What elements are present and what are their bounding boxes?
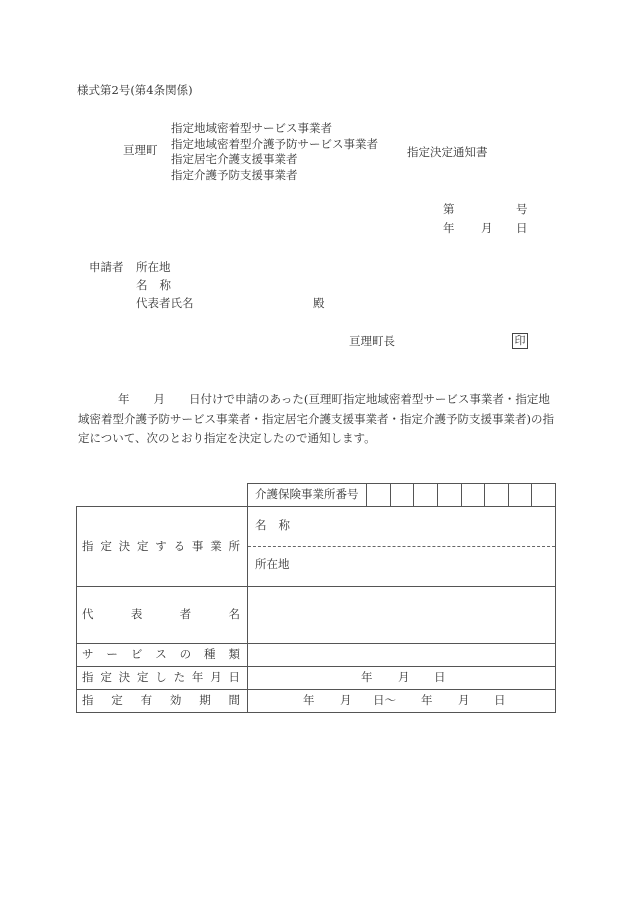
row-label-char: 類 xyxy=(228,647,240,661)
row-label-char: 決 xyxy=(118,670,131,684)
row-label-char: 月 xyxy=(210,670,222,684)
service-type-row-label xyxy=(82,649,240,661)
table-border xyxy=(76,712,556,713)
validity-from-month: 月 xyxy=(340,693,352,707)
row-label-char: 定 xyxy=(111,693,123,707)
business-type-list xyxy=(171,121,378,183)
service-type-field[interactable] xyxy=(252,647,550,663)
table-dashed-divider xyxy=(248,546,555,547)
document-title: 指定決定通知書 xyxy=(407,145,488,159)
decision-date-day: 日 xyxy=(434,670,446,684)
table-border xyxy=(413,483,414,506)
decision-date-year: 年 xyxy=(361,670,373,684)
office-row-label xyxy=(82,541,240,553)
validity-to-month: 月 xyxy=(458,693,470,707)
office-name-field[interactable] xyxy=(255,520,545,538)
doc-number-suffix: 号 xyxy=(516,202,528,216)
table-border xyxy=(76,666,556,667)
row-label-char: る xyxy=(173,539,186,553)
validity-from-year: 年 xyxy=(303,693,315,707)
table-border xyxy=(247,483,248,712)
table-border xyxy=(76,586,556,587)
row-label-char: 間 xyxy=(228,693,240,707)
business-type-item: 指定地域密着型サービス事業者 xyxy=(171,121,332,135)
row-label-char: ー xyxy=(106,647,118,661)
business-type-item: 指定居宅介護支援事業者 xyxy=(171,152,298,166)
table-border xyxy=(76,689,556,690)
row-label-char: 所 xyxy=(228,539,240,553)
row-label-char: 表 xyxy=(130,607,143,621)
table-border xyxy=(437,483,438,506)
table-border xyxy=(484,483,485,506)
row-label-char: 日 xyxy=(228,670,240,684)
row-label-char: 有 xyxy=(140,693,153,707)
row-label-char: サ xyxy=(82,647,94,661)
insurance-number-digit-box[interactable] xyxy=(510,486,530,504)
table-border xyxy=(555,483,556,712)
insurance-number-digit-box[interactable] xyxy=(486,486,506,504)
row-label-char: 種 xyxy=(204,647,216,661)
table-border xyxy=(76,643,556,644)
body-month: 月 xyxy=(153,392,165,406)
table-border xyxy=(508,483,509,506)
representative-row-label xyxy=(82,609,240,621)
row-label-char: 指 xyxy=(82,670,94,684)
table-border xyxy=(366,483,367,506)
body-paragraph xyxy=(78,390,558,449)
row-label-char: 効 xyxy=(169,693,182,707)
decision-date-row-label xyxy=(82,672,240,684)
body-year: 年 xyxy=(118,392,130,406)
row-label-char: 指 xyxy=(82,539,94,553)
table-border xyxy=(461,483,462,506)
row-label-char: た xyxy=(173,670,186,684)
honorific: 殿 xyxy=(313,296,325,310)
row-label-char: 決 xyxy=(118,539,131,553)
decision-date-month: 月 xyxy=(398,670,410,684)
validity-period-row-label xyxy=(82,695,240,707)
doc-date-day: 日 xyxy=(516,221,528,235)
row-label-char: 指 xyxy=(82,693,94,707)
business-type-item: 指定地域密着型介護予防サービス事業者 xyxy=(171,136,378,151)
applicant-label: 申請者 xyxy=(89,260,124,274)
row-label-char: 者 xyxy=(179,607,192,621)
issuer-label: 亘理町長 xyxy=(349,334,395,348)
insurance-number-digit-box[interactable] xyxy=(439,486,459,504)
row-label-char: 代 xyxy=(82,607,94,621)
office-address-label: 所在地 xyxy=(255,557,290,571)
insurance-number-digit-box[interactable] xyxy=(533,486,553,504)
town-name: 亘理町 xyxy=(123,143,158,157)
row-label-char: 事 xyxy=(191,539,204,553)
row-label-char: 定 xyxy=(136,670,149,684)
insurance-number-digit-box[interactable] xyxy=(415,486,435,504)
seal-stamp-icon: 印 xyxy=(512,333,528,349)
row-label-char: し xyxy=(155,670,167,684)
representative-field[interactable] xyxy=(252,592,550,638)
insurance-number-digit-box[interactable] xyxy=(463,486,483,504)
form-number: 様式第2号(第4条関係) xyxy=(77,83,193,97)
row-label-char: 期 xyxy=(199,693,211,707)
doc-number-prefix: 第 xyxy=(443,202,455,216)
body-text: 日付けで申請のあった(亘理町指定地域密着型サービス事業者・指定地域密着型介護予防サービス事業者・指定居宅介護支援事業者・指定介護予防支援事業者)の指定について、次のとおり指定を決定したので通知します。 xyxy=(78,392,554,445)
table-border xyxy=(76,506,556,507)
row-label-char: 名 xyxy=(228,607,240,621)
row-label-char: の xyxy=(179,647,192,661)
table-border xyxy=(390,483,391,506)
doc-date-month: 月 xyxy=(481,221,493,235)
applicant-name-label: 名称 xyxy=(136,278,183,292)
row-label-char: 業 xyxy=(210,539,222,553)
validity-from-day: 日～ xyxy=(373,693,396,707)
validity-to-year: 年 xyxy=(421,693,433,707)
office-address-field[interactable] xyxy=(300,559,545,577)
row-label-char: 年 xyxy=(191,670,204,684)
row-label-char: 定 xyxy=(100,539,112,553)
office-name-label: 名称 xyxy=(255,518,302,532)
row-label-char: ビ xyxy=(130,647,143,661)
insurance-number-digit-box[interactable] xyxy=(368,486,388,504)
business-type-item: 指定介護予防支援事業者 xyxy=(171,167,298,182)
row-label-char: 定 xyxy=(136,539,149,553)
row-label-char: ス xyxy=(155,647,167,661)
row-label-char: 定 xyxy=(100,670,112,684)
table-border xyxy=(76,506,77,712)
applicant-address-label: 所在地 xyxy=(136,260,171,274)
insurance-number-label: 介護保険事業所番号 xyxy=(255,487,359,501)
insurance-number-digit-box[interactable] xyxy=(392,486,412,504)
table-border xyxy=(531,483,532,506)
doc-date-year: 年 xyxy=(443,221,455,235)
applicant-representative-label: 代表者氏名 xyxy=(136,296,194,310)
table-border xyxy=(247,483,556,484)
validity-to-day: 日 xyxy=(494,693,506,707)
row-label-char: す xyxy=(155,539,167,553)
